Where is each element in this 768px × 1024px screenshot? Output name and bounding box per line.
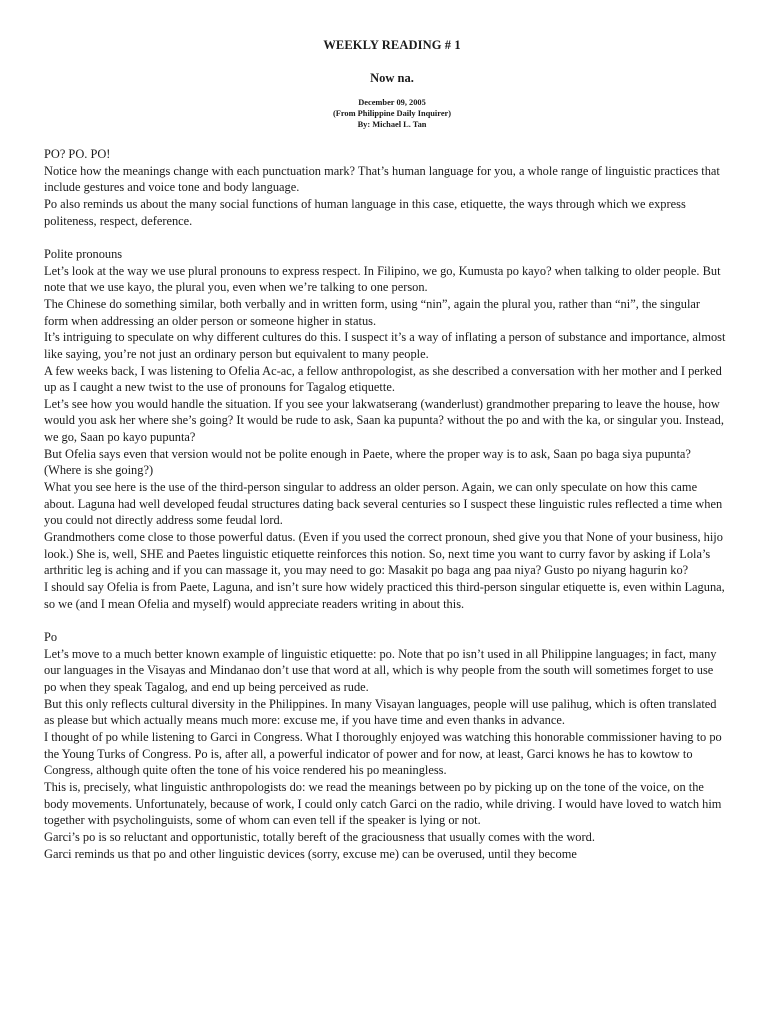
section-heading-po: Po — [44, 630, 58, 644]
section-heading-polite-pronouns: Polite pronouns — [44, 246, 123, 261]
paragraph: Let’s see how you would handle the situation. If you see your lakwatserang (wanderlust) grandmother preparing to leave the house, how would you ask her where she’s going? It would be rude to ask, Saan ka pupunta? without the po and with the ka, or singular you. Instead, we go, Saan po kayo pupunta? — [44, 396, 724, 445]
paragraph: A few weeks back, I was listening to Ofelia Ac-ac, a fellow anthropologist, as she described a conversation with her mother and I perked up as I caught a new twist to the use of pronouns for Tagalog etiquette. — [44, 363, 722, 395]
polite-pronouns-section — [44, 246, 726, 612]
article-date: December 09, 2005 — [358, 98, 426, 107]
paragraph: Po also reminds us about the many social functions of human language in this case, etiquette, the ways through which we express politeness, respect, deference. — [44, 196, 686, 228]
section-spacer — [44, 612, 726, 629]
article-title: Now na. — [370, 71, 414, 85]
paragraph: But this only reflects cultural diversity in the Philippines. In many Visayan languages, people will use palihug, which is often translated as please but which actually means much more: excuse me, if you have time and even thanks in advance. — [44, 696, 717, 728]
paragraph: Notice how the meanings change with each punctuation mark? That’s human language for you, a whole range of linguistic practices that include gestures and voice tone and body language. — [44, 163, 720, 195]
paragraph: Let’s look at the way we use plural pronouns to express respect. In Filipino, we go, Kumusta po kayo? when talking to older people. But note that we use kayo, the plural you, even when we’re talking to one person. — [44, 263, 721, 295]
paragraph: Garci reminds us that po and other linguistic devices (sorry, excuse me) can be overused, until they become — [44, 846, 577, 861]
paragraph: What you see here is the use of the third-person singular to address an older person. Again, we can only speculate on how this came about. Laguna had well developed feudal structures dating back several centuries so I suspect these linguistic rules reflected a time when you could not directly address some feudal lord. — [44, 480, 723, 528]
paragraph: Let’s move to a much better known example of linguistic etiquette: po. Note that po isn’t used in all Philippine languages; in fact, many our languages in the Visayas and Mindanao don’t use that word at all, which is why people from the south will sometimes forget to use po when they speak Tagalog, and end up being perceived as rude. — [44, 646, 717, 694]
article-body — [44, 146, 726, 862]
paragraph: This is, precisely, what linguistic anthropologists do: we read the meanings between po by picking up on the tone of the voice, on the body movements. Unfortunately, because of work, I could only catch Garci on the radio, while driving. I would have loved to watch him together with psycholinguists, some of whom can even tell if the speaker is lying or not. — [44, 779, 722, 828]
paragraph: But Ofelia says even that version would not be polite enough in Paete, where the proper way is to ask, Saan po baga siya pupunta? (Where is she going?) — [44, 446, 691, 478]
paragraph: I thought of po while listening to Garci in Congress. What I thoroughly enjoyed was watching this honorable commissioner having to po the Young Turks of Congress. Po is, after all, a powerful indicator of power and for now, at least, Garci knows he has to kowtow to Congress, although quite often the tone of his voice rendered his po meaningless. — [44, 729, 722, 778]
article-byline: By: Michael L. Tan — [357, 120, 427, 129]
section-spacer — [44, 229, 726, 246]
paragraph: Garci’s po is so reluctant and opportunistic, totally bereft of the graciousness that usually comes with the word. — [44, 829, 595, 844]
document-page — [44, 38, 726, 862]
weekly-reading-label: WEEKLY READING # 1 — [323, 38, 461, 52]
paragraph: It’s intriguing to speculate on why different cultures do this. I suspect it’s a way of inflating a person of substance and importance, almost like saying, you’re not just an ordinary person but equivalent to many people. — [44, 330, 726, 361]
paragraph: The Chinese do something similar, both verbally and in written form, using “nin”, again the plural you, rather than “ni”, the singular form when addressing an older person or someone higher in status. — [44, 296, 701, 328]
article-source: (From Philippine Daily Inquirer) — [332, 109, 452, 118]
paragraph: Grandmothers come close to those powerful datus. (Even if you used the correct pronoun, shed give you that None of your business, hijo look.) She is, well, SHE and Paetes linguistic etiquette reinforces this notion. So, next time you want to curry favor by asking if Lola’s arthritic leg is aching and if you can massage it, you may need to go: Masakit po baga ang paa niya? Gusto po niyang hagurin ko? — [44, 530, 723, 578]
po-section — [44, 629, 726, 862]
intro-section — [44, 146, 726, 229]
paragraph: I should say Ofelia is from Paete, Laguna, and isn’t sure how widely practiced this third-person singular etiquette is, even within Laguna, so we (and I mean Ofelia and myself) would appreciate readers writing in about this. — [44, 580, 725, 611]
document-header — [58, 38, 726, 130]
intro-heading: PO? PO. PO! — [44, 147, 111, 161]
